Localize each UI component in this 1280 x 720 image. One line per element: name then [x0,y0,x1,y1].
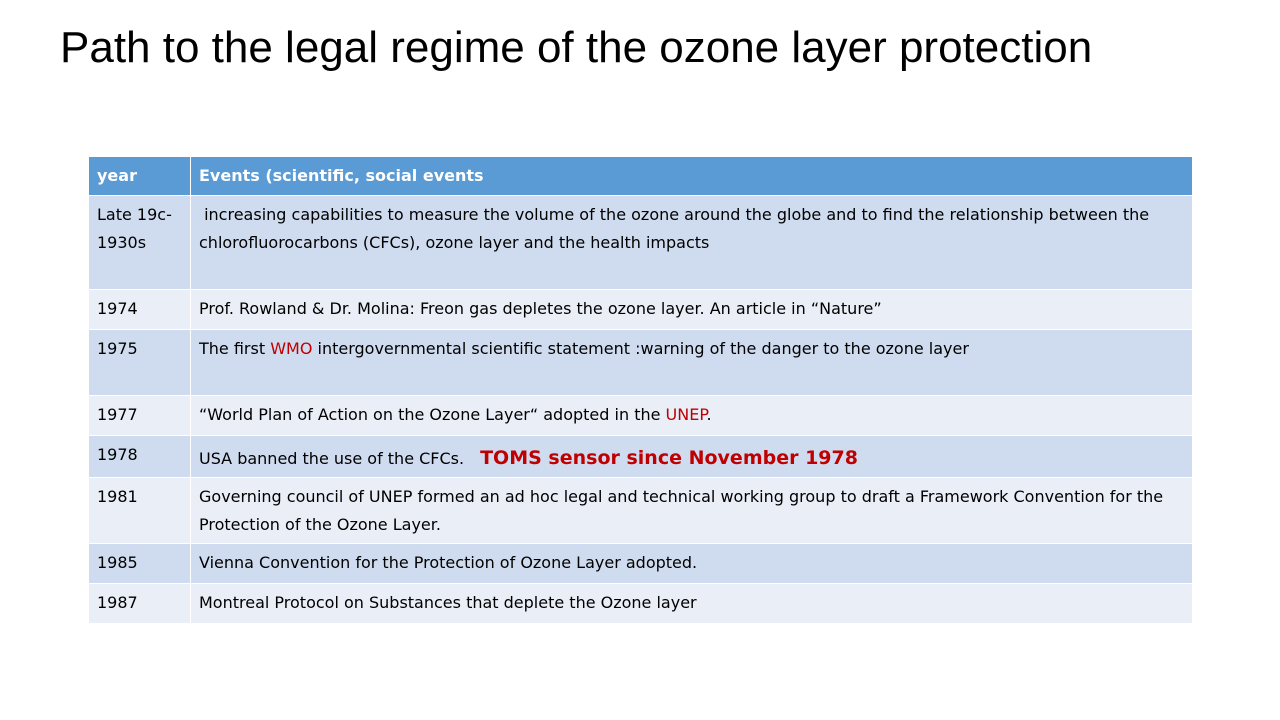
table-row [89,396,1193,436]
table-row [89,436,1193,478]
event-cell [191,330,1193,396]
year-cell: 1975 [89,330,191,396]
header-events: Events (scientific, social events [191,157,1193,196]
event-cell: Vienna Convention for the Protection of Ozone Layer adopted. [191,544,1193,584]
year-cell: 1981 [89,478,191,544]
year-cell: 1974 [89,290,191,330]
toms-highlight: TOMS sensor since November 1978 [480,447,858,469]
wmo-highlight: WMO [270,339,313,358]
event-text: The first [199,339,271,358]
year-cell: Late 19c-1930s [89,196,191,290]
event-cell [191,436,1193,478]
event-text: . [706,405,712,424]
table-row [89,478,1193,544]
unep-highlight: UNEP [665,405,707,424]
event-cell: increasing capabilities to measure the volume of the ozone around the globe and to find the relationship between the chlorofluorocarbons (CFCs), ozone layer and the health impacts [191,196,1193,290]
event-cell: Governing council of UNEP formed an ad hoc legal and technical working group to draft a Framework Convention for the Protection of the Ozone Layer. [191,478,1193,544]
table-row [89,330,1193,396]
slide-title: Path to the legal regime of the ozone layer protection [60,23,1093,72]
event-cell: Prof. Rowland & Dr. Molina: Freon gas depletes the ozone layer. An article in “Nature” [191,290,1193,330]
table-row [89,584,1193,624]
table-row [89,290,1193,330]
event-cell [191,396,1193,436]
year-cell: 1978 [89,436,191,478]
table-row [89,544,1193,584]
table-header-row [89,157,1193,196]
event-cell: Montreal Protocol on Substances that deplete the Ozone layer [191,584,1193,624]
year-cell: 1987 [89,584,191,624]
event-text: intergovernmental scientific statement :warning of the danger to the ozone layer [312,339,969,358]
event-text: USA banned the use of the CFCs. [199,449,465,468]
year-cell: 1985 [89,544,191,584]
table-row [89,196,1193,290]
event-text: “World Plan of Action on the Ozone Layer“ adopted in the [199,405,666,424]
header-year: year [89,157,191,196]
timeline-table [88,156,1193,624]
year-cell: 1977 [89,396,191,436]
